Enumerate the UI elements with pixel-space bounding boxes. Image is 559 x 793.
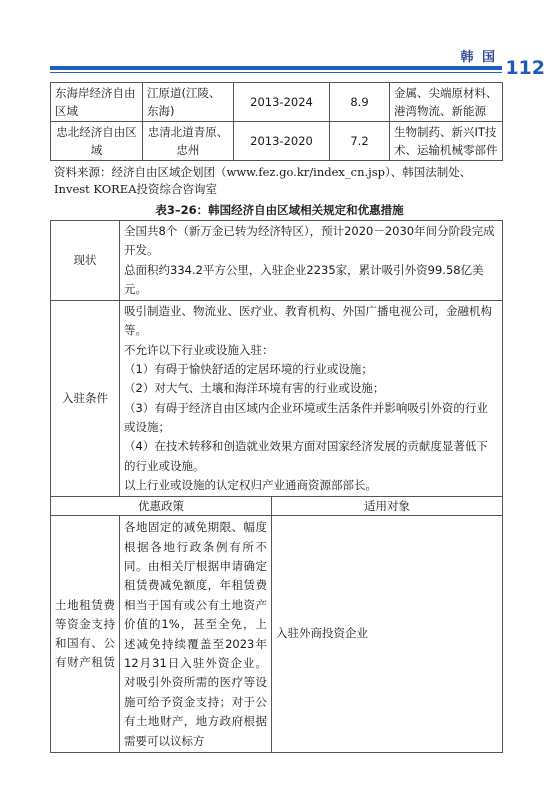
table-row-rent — [51, 516, 503, 753]
zone-area: 7.2 — [330, 122, 390, 161]
status-line: 总面积约334.2平方公里，入驻企业2235家，累计吸引外资99.58亿美元。 — [124, 262, 484, 296]
zone-area: 8.9 — [330, 83, 390, 122]
zone-location: 忠清北道青原、忠州 — [143, 122, 234, 161]
condition-line: 不允许以下行业或设施入驻： — [124, 342, 274, 357]
policy-table — [50, 220, 503, 753]
condition-line: （1）有碍于愉快舒适的定居环境的行业或设施； — [124, 362, 373, 377]
status-cell — [120, 221, 503, 301]
table-row — [51, 83, 503, 122]
rent-policy-cell — [120, 516, 272, 753]
header-country: 韩 国 — [460, 50, 497, 65]
source-note: 资料来源：经济自由区域企划团（www.fez.go.kr/index_cn.jsp）、韩国法制处、Invest KOREA投资综合咨询室 — [54, 165, 472, 196]
table-row-conditions — [51, 301, 503, 497]
header-rule-thin — [50, 72, 502, 73]
page-number: 112 — [505, 57, 545, 79]
conditions-cell — [120, 301, 503, 497]
condition-line: （3）有碍于经济自由区域内企业环境或生活条件并影响吸引外资的行业或设施； — [124, 400, 488, 434]
column-header-policy: 优惠政策 — [51, 497, 272, 516]
rent-label: 土地租赁费等资金支持和国有、公有财产租赁 — [51, 516, 120, 753]
zone-industries: 生物制药、新兴IT技术、运输机械零部件 — [390, 122, 503, 161]
zones-table — [50, 82, 503, 161]
zone-period: 2013-2020 — [234, 122, 330, 161]
table-title: 表3–26：韩国经济自由区域相关规定和优惠措施 — [155, 203, 404, 217]
zone-name: 东海岸经济自由区域 — [51, 83, 143, 122]
condition-line: 吸引制造业、物流业、医疗业、教育机构、外国广播电视公司，金融机构等。 — [124, 304, 492, 338]
status-label: 现状 — [51, 221, 120, 301]
table-row-header — [51, 497, 503, 516]
table-row-status — [51, 221, 503, 301]
condition-line: （2）对大气、土壤和海洋环境有害的行业或设施； — [124, 381, 385, 396]
zone-period: 2013-2024 — [234, 83, 330, 122]
zone-location: 江原道(江陵、东海) — [143, 83, 234, 122]
condition-line: （4）在技术转移和创造就业效果方面对国家经济发展的贡献度显著低下的行业或设施。 — [124, 439, 488, 473]
condition-line: 以上行业或设施的认定权归产业通商资源部部长。 — [124, 477, 377, 492]
header-rule — [50, 66, 502, 70]
rent-target: 入驻外商投资企业 — [272, 516, 503, 753]
conditions-label: 入驻条件 — [51, 301, 120, 497]
rent-policy-text: 各地固定的减免期限、幅度根据各地行政条例有所不同。由相关厅根据申请确定租赁费减免额度，年租赁费相当于国有或公有土地资产价值的1%，甚至全免，上述减免持续覆盖至2023年12月31日入驻外资企业。对吸引外资所需的医疗等设施可给予资金支持；对于公有土地财产，地方政府根据需要可以议标方 — [124, 520, 267, 748]
column-header-target: 适用对象 — [272, 497, 503, 516]
zone-industries: 金属、尖端原材料、港湾物流、新能源 — [390, 83, 503, 122]
table-row — [51, 122, 503, 161]
status-line: 全国共8个（新万金已转为经济特区），预计2020－2030年间分阶段完成开发。 — [124, 224, 495, 258]
zone-name: 忠北经济自由区域 — [51, 122, 143, 161]
